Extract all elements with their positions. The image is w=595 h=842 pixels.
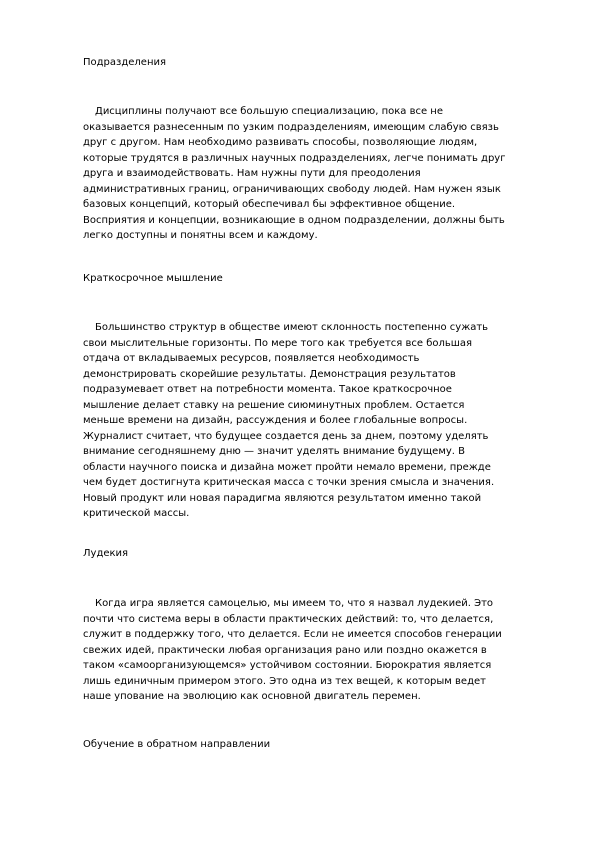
section-heading-reverse-learning: Обучение в обратном направлении — [83, 739, 271, 750]
paragraph-line: отдача от вкладываемых ресурсов, появляется необходимость — [83, 353, 420, 364]
paragraph-line: друга и взаимодействовать. Нам нужны пути для преодоления — [83, 168, 421, 179]
paragraph-line: меньше времени на дизайн, рассуждения и более глобальные вопросы. — [83, 415, 468, 426]
paragraph-line: свежих идей, практически любая организация рано или поздно окажется в — [83, 644, 487, 656]
paragraph-line: подразумевает ответ на потребности момента. Такое краткосрочное — [83, 384, 452, 395]
paragraph-line: области научного поиска и дизайна может пройти немало времени, прежде — [83, 461, 491, 473]
paragraph-line: таком «самоорганизующемся» устойчивом состоянии. Бюрократия является — [83, 660, 492, 671]
paragraph-line: оказывается разнесенным по узким подразделениям, имеющим слабую связь — [83, 121, 499, 133]
paragraph-line: критической массы. — [83, 508, 190, 519]
paragraph-line: Восприятия и концепции, возникающие в одном подразделении, должны быть — [83, 214, 505, 226]
section-heading-short-term-thinking: Краткосрочное мышление — [83, 273, 223, 284]
section-heading-subdivisions: Подразделения — [83, 57, 167, 68]
paragraph-line: мышление делает ставку на решение сиюминутных проблем. Остается — [83, 399, 465, 411]
paragraph-line: базовых концепций, который обеспечивал бы эффективное общение. — [83, 199, 456, 210]
paragraph-line: служит в поддержку того, что делается. Если не имеется способов генерации — [83, 629, 502, 640]
section-heading-ludekia: Лудекия — [83, 548, 129, 559]
paragraph-line: Дисциплины получают все большую специализацию, пока все не — [95, 106, 443, 117]
paragraph-line: чем будет достигнута критическая масса с точки зрения смысла и значения. — [83, 477, 495, 488]
paragraph-line: Когда игра является самоцелью, мы имеем то, что я назвал лудекией. Это — [95, 598, 494, 609]
paragraph-line: легко доступны и понятны всем и каждому. — [83, 230, 318, 241]
paragraph-line: административных границ, ограничивающих свободу людей. Нам нужен язык — [83, 183, 501, 195]
paragraph-line: демонстрировать скорейшие результаты. Демонстрация результатов — [83, 368, 456, 380]
section-paragraph-ludekia — [83, 596, 553, 705]
paragraph-line: почти что система веры в области практических действий: то, что делается, — [83, 613, 494, 625]
paragraph-line: которые трудятся в различных научных подразделениях, легче понимать друг — [83, 152, 506, 164]
paragraph-line: друг с другом. Нам необходимо развивать способы, позволяющие людям, — [83, 137, 478, 148]
paragraph-line: свои мыслительные горизонты. По мере того как требуется все большая — [83, 337, 473, 349]
section-paragraph-subdivisions — [83, 104, 553, 244]
paragraph-line: наше упование на эволюцию как основной двигатель перемен. — [83, 691, 421, 702]
paragraph-line: Новый продукт или новая парадигма являются результатом именно такой — [83, 492, 482, 504]
paragraph-line: Журналист считает, что будущее создается день за днем, поэтому уделять — [83, 430, 489, 442]
paragraph-line: лишь единичным примером этого. Это одна из тех вещей, к которым ведет — [83, 675, 486, 687]
section-paragraph-short-term-thinking — [83, 320, 553, 522]
paragraph-line: Большинство структур в обществе имеют склонность постепенно сужать — [95, 322, 489, 333]
paragraph-line: внимание сегодняшнему дню — значит уделять внимание будущему. В — [83, 446, 465, 457]
